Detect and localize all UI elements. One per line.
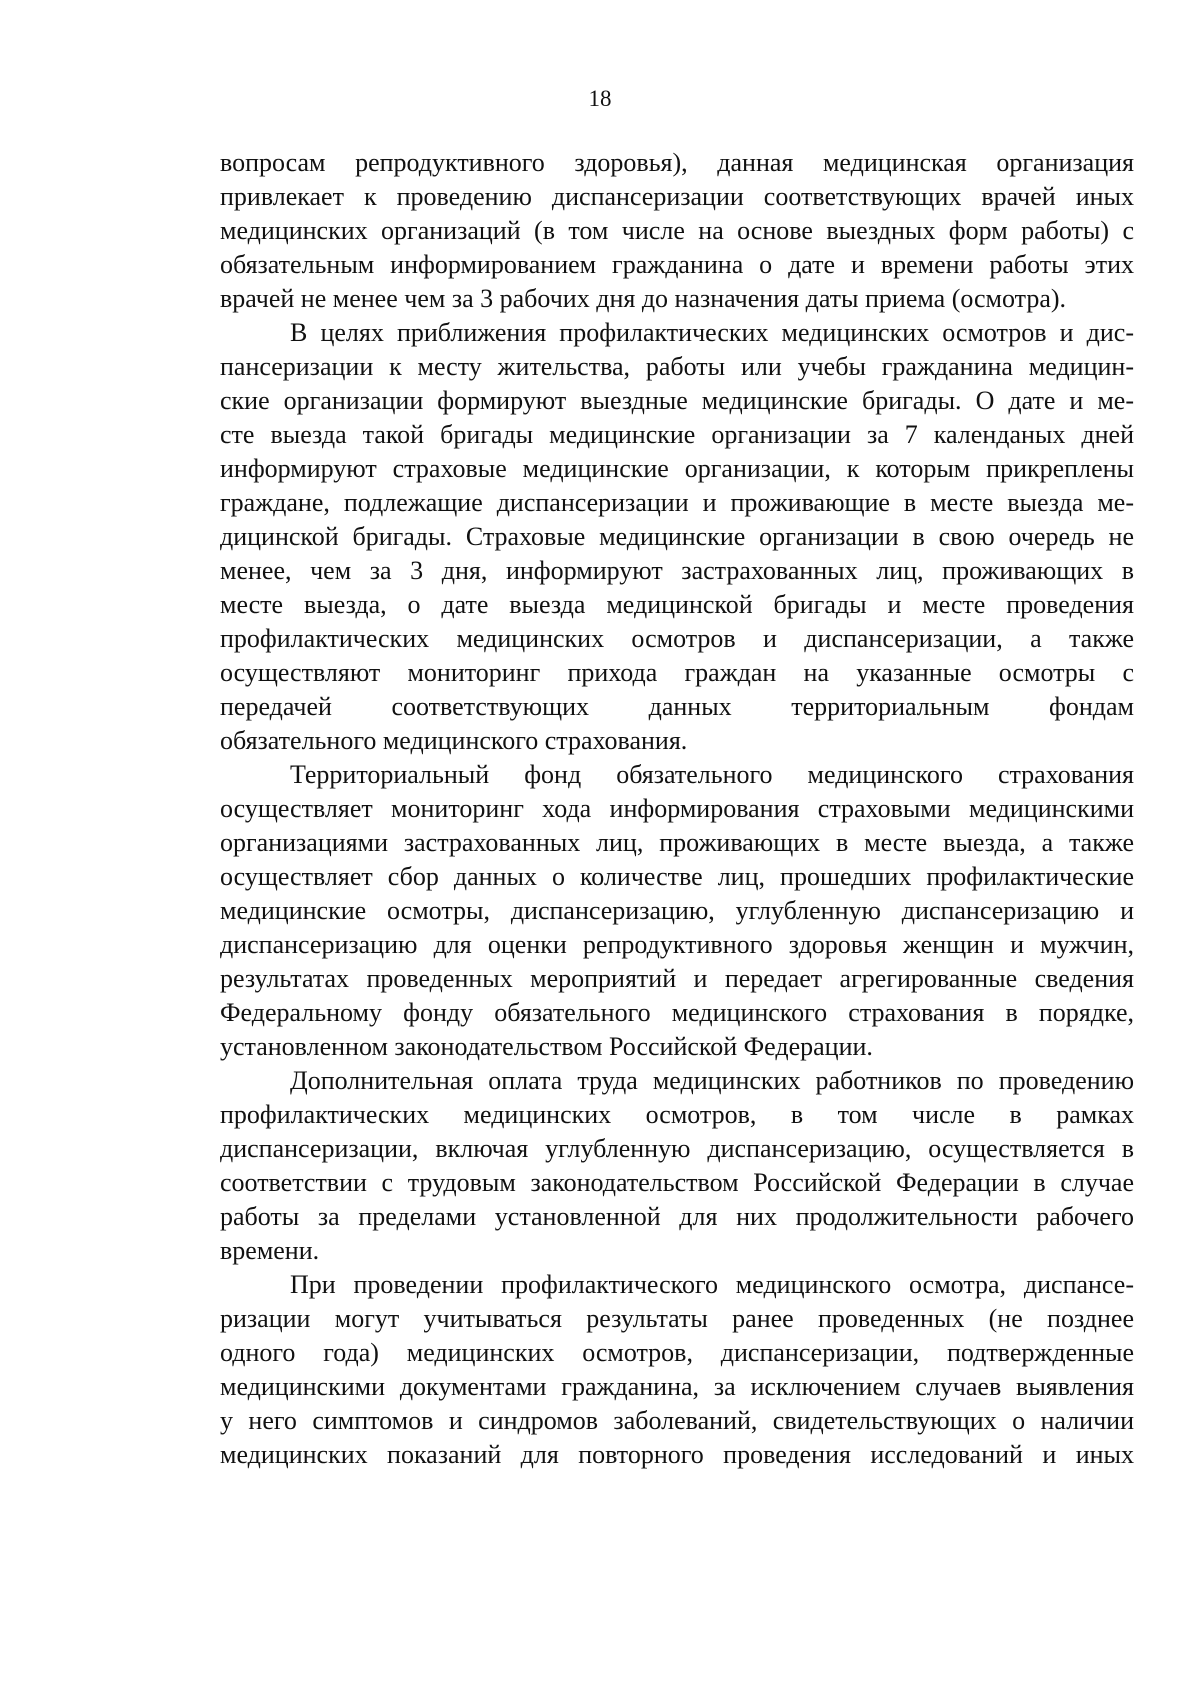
text-line: диспансеризацию для оценки репродуктивного здоровья женщин и мужчин, [220, 930, 1134, 959]
text-line: обязательного медицинского страхования. [220, 726, 688, 755]
paragraph-territorial-fund [220, 758, 1134, 1064]
text-line: диспансеризации, включая углубленную диспансеризацию, осуществляется в [220, 1134, 1134, 1163]
text-line: врачей не менее чем за 3 рабочих дня до назначения даты приема (осмотра). [220, 284, 1067, 313]
text-line: медицинских показаний для повторного проведения исследований и иных [220, 1440, 1134, 1469]
text-line: соответствии с трудовым законодательством Российской Федерации в случае [220, 1168, 1134, 1197]
text-line: Дополнительная оплата труда медицинских работников по проведению [290, 1066, 1134, 1095]
text-line: результатах проведенных мероприятий и передает агрегированные сведения [220, 964, 1134, 993]
text-line: одного года) медицинских осмотров, диспансеризации, подтвержденные [220, 1338, 1134, 1367]
text-line: передачей соответствующих данных территориальным фондам [220, 692, 1134, 721]
text-line: В целях приближения профилактических медицинских осмотров и дис- [290, 318, 1134, 347]
text-line: сте выезда такой бригады медицинские организации за 7 календаных дней [220, 420, 1134, 449]
page-number: 18 [588, 86, 612, 111]
text-line: месте выезда, о дате выезда медицинской бригады и месте проведения [220, 590, 1134, 619]
text-line: медицинские осмотры, диспансеризацию, углубленную диспансеризацию и [220, 896, 1134, 925]
text-line: профилактических медицинских осмотров и диспансеризации, а также [220, 624, 1134, 653]
text-line: медицинских организаций (в том числе на основе выездных форм работы) с [220, 216, 1134, 245]
text-line: Территориальный фонд обязательного медицинского страхования [290, 760, 1134, 789]
document-body [220, 146, 1134, 1472]
paragraph-continuation [220, 146, 1134, 316]
text-line: вопросам репродуктивного здоровья), данная медицинская организация [220, 148, 1134, 177]
text-line: организациями застрахованных лиц, проживающих в месте выезда, а также [220, 828, 1134, 857]
text-line: дицинской бригады. Страховые медицинские организации в свою очередь не [220, 522, 1134, 551]
text-line: осуществляет сбор данных о количестве лиц, прошедших профилактические [220, 862, 1134, 891]
text-line: менее, чем за 3 дня, информируют застрахованных лиц, проживающих в [220, 556, 1134, 585]
text-line: медицинскими документами гражданина, за исключением случаев выявления [220, 1372, 1134, 1401]
text-line: осуществляет мониторинг хода информирования страховыми медицинскими [220, 794, 1134, 823]
text-line: установленном законодательством Российской Федерации. [220, 1032, 873, 1061]
text-line: информируют страховые медицинские организации, к которым прикреплены [220, 454, 1134, 483]
text-line: времени. [220, 1236, 320, 1265]
paragraph-mobile-teams [220, 316, 1134, 758]
text-line: ские организации формируют выездные медицинские бригады. О дате и ме- [220, 386, 1134, 415]
text-line: у него симптомов и синдромов заболеваний, свидетельствующих о наличии [220, 1406, 1134, 1435]
text-line: пансеризации к месту жительства, работы или учебы гражданина медицин- [220, 352, 1134, 381]
paragraph-previous-results [220, 1268, 1134, 1472]
text-line: работы за пределами установленной для них продолжительности рабочего [220, 1202, 1134, 1231]
text-line: граждане, подлежащие диспансеризации и проживающие в месте выезда ме- [220, 488, 1134, 517]
text-line: осуществляют мониторинг прихода граждан на указанные осмотры с [220, 658, 1134, 687]
text-line: обязательным информированием гражданина о дате и времени работы этих [220, 250, 1134, 279]
text-line: ризации могут учитываться результаты ранее проведенных (не позднее [220, 1304, 1134, 1333]
text-line: профилактических медицинских осмотров, в том числе в рамках [220, 1100, 1134, 1129]
text-line: Федеральному фонду обязательного медицинского страхования в порядке, [220, 998, 1134, 1027]
text-line: При проведении профилактического медицинского осмотра, диспансе- [290, 1270, 1134, 1299]
text-line: привлекает к проведению диспансеризации соответствующих врачей иных [220, 182, 1134, 211]
paragraph-additional-pay [220, 1064, 1134, 1268]
